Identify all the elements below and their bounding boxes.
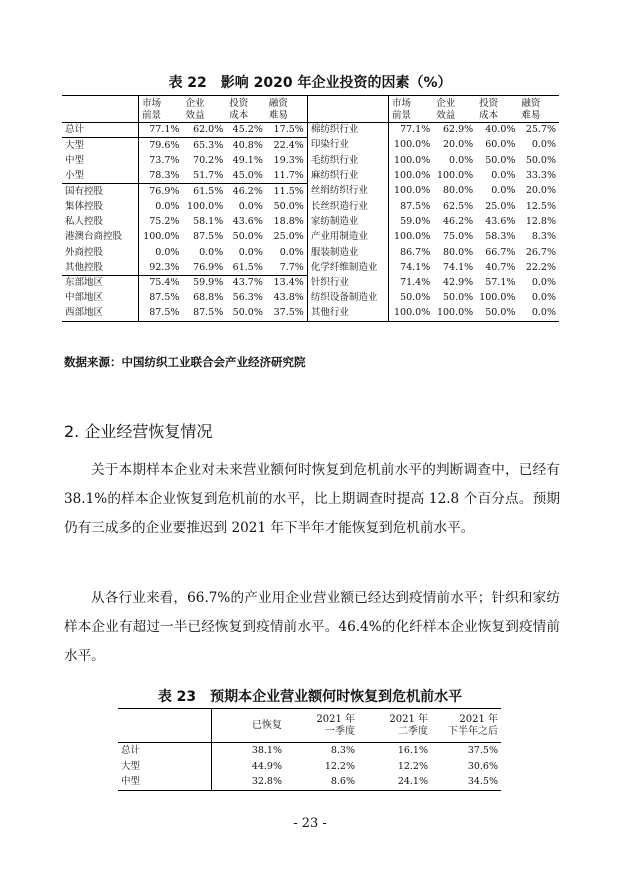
table22-cell: 22.4% [266,138,307,153]
table22-cell: 70.2% [193,154,224,166]
table22-cell: 87.5% [139,306,183,321]
table22-cell: 25.0% [485,200,516,212]
table22-cell: 7.7% [279,261,304,273]
table22-cell: 43.7% [226,275,266,290]
table23-header-cell [118,709,211,743]
table22-row [62,275,559,290]
table22-cell: 19.3% [273,154,304,166]
table23 [118,708,501,791]
table22-cell: 100.0% [436,307,474,319]
table22-cell: 0.0% [199,246,224,258]
table23-cell: 38.1% [211,743,285,759]
table22-cell: 50.0% [442,292,474,304]
table22-cell: 100.0% [388,138,433,153]
table22-row-label: 纺织设备制造业 [307,291,388,306]
table22-row [62,245,559,260]
table22-cell: 0.0% [238,200,263,212]
table23-row-label: 大型 [121,760,141,772]
table22-cell: 61.5% [232,261,263,273]
table22-header-cell: 企业 效益 [436,98,456,121]
table22-header-cell [307,96,388,123]
paragraph-1: 关于本期样本企业对未来营业额何时恢复到危机前水平的判断调查中，已经有 38.1%的样本企业恢复到危机前的水平，比上期调查时提高 12.8 个百分点。预期仍有三成多的企业要推迟到 2021 年下半年才能恢复到危机前水平。 [64,462,560,536]
table22-cell: 22.2% [525,261,556,273]
table22-cell: 0.0% [491,185,516,197]
table23-header-cell: 2021 年 二季度 [389,713,428,737]
table22-row-label: 麻纺织行业 [307,168,388,183]
table22-caption: 表 22 影响 2020 年企业投资的因素（%） [168,75,452,91]
table23-header-cell: 2021 年 下半年之后 [448,713,498,737]
table23-caption: 表 23 预期本企业营业额何时恢复到危机前水平 [157,689,463,705]
table22-cell: 75.4% [139,275,183,290]
table22-row-label: 针织行业 [307,275,388,290]
table22-row [62,184,559,199]
table22-header-cell: 融资 难易 [268,98,288,121]
table23-cell: 37.5% [467,744,498,756]
table22-row [62,168,559,183]
table22-cell: 13.4% [266,275,307,290]
table22-cell: 76.9% [139,184,183,199]
section-title: 2. 企业经营恢复情况 [64,422,213,441]
table22-cell: 50.0% [525,154,556,166]
table22-row-label: 长丝织造行业 [307,199,388,214]
table22-cell: 73.7% [139,153,183,168]
table22-cell: 43.6% [232,215,263,227]
table22-cell: 80.0% [442,246,474,258]
table22-cell: 43.8% [273,292,304,304]
table22-cell: 50.0% [232,307,263,319]
table22-source: 数据来源：中国纺织工业联合会产业经济研究院 [64,355,306,369]
table22-cell: 0.0% [139,245,183,260]
table22-cell: 78.3% [139,168,183,183]
table22-cell: 100.0% [388,184,433,199]
table22-cell: 12.5% [525,200,556,212]
table22-cell: 100.0% [187,200,224,212]
table22-cell: 62.0% [193,124,224,136]
table22-cell: 50.0% [485,154,516,166]
table22-cell: 74.1% [388,260,433,275]
table23-cell: 12.2% [324,760,355,772]
table22-cell: 75.0% [442,231,474,243]
table22-row-label: 港澳台商控股 [65,231,123,243]
table22-row-label: 毛纺织行业 [307,153,388,168]
table22-cell: 26.7% [525,246,556,258]
table23-cell: 24.1% [397,776,428,788]
table23-cell: 34.5% [467,776,498,788]
table22-cell: 92.3% [139,260,183,275]
table23-header-row [118,709,501,743]
table22-cell: 100.0% [388,153,433,168]
table22-row-label: 丝绢纺织行业 [307,184,388,199]
table22-cell: 74.1% [442,261,474,273]
table22-cell: 18.8% [273,215,304,227]
table23-row [118,775,501,791]
table22-cell: 68.8% [193,292,224,304]
table22-row-label: 化学纤维制造业 [307,260,388,275]
table22-cell: 0.0% [139,199,183,214]
table22-row [62,199,559,214]
table22-cell: 87.5% [388,199,433,214]
table22-row-label: 棉纺织行业 [307,123,388,138]
page-number: - 23 - [293,816,327,831]
table22-cell: 17.5% [273,124,304,136]
table22-row [62,291,559,306]
table22-cell: 0.0% [449,154,474,166]
table22-cell: 0.0% [279,246,304,258]
table22-cell: 75.2% [139,214,183,229]
table22-cell: 60.0% [485,139,516,151]
table22-row-label: 产业用制造业 [307,230,388,245]
table22-cell: 56.3% [232,292,263,304]
table22-cell: 40.7% [485,261,516,273]
table22-row-label: 印染行业 [307,138,388,153]
table23-cell: 30.6% [467,760,498,772]
table22-cell: 0.0% [531,277,556,289]
table22-cell: 8.3% [531,231,556,243]
table22-cell: 0.0% [491,170,516,182]
table22-cell: 51.7% [193,169,224,181]
table23-cell: 8.6% [330,776,355,788]
table23-cell: 32.8% [211,775,285,791]
table22-cell: 40.0% [485,124,516,136]
table22-row-label: 国有控股 [62,184,139,199]
table22-cell: 100.0% [479,292,516,304]
table22-cell: 20.0% [525,185,556,197]
table22-header-cell: 融资 难易 [521,98,541,121]
table22-row [62,260,559,275]
table22-cell: 0.0% [531,292,556,304]
table22-cell: 59.9% [182,275,226,290]
paragraph-2: 从各行业来看，66.7%的产业用企业营业额已经达到疫情前水平；针织和家纺样本企业有超过一半已经恢复到疫情前水平。46.4%的化纤样本企业恢复到疫情前水平。 [64,590,560,664]
table22-cell: 62.5% [442,200,474,212]
table22-cell: 12.8% [525,215,556,227]
table22-cell: 46.2% [226,184,266,199]
table22-cell: 50.0% [485,307,516,319]
table22-cell: 0.0% [531,307,556,319]
table22-cell: 100.0% [388,230,433,245]
table23-row [118,743,501,759]
table22-cell: 50.0% [232,231,263,243]
table23-row-label: 总计 [121,744,141,756]
table22-header-cell: 投资 成本 [229,98,249,121]
table22-cell: 58.3% [485,231,516,243]
table22-cell: 86.7% [388,245,433,260]
table22-cell: 11.5% [266,184,307,199]
table22-row-label: 中部地区 [65,292,104,304]
table23-cell: 44.9% [211,759,285,775]
table22-row [62,214,559,229]
table22-row-label: 服装制造业 [307,245,388,260]
table22-row [62,123,559,138]
table22-cell: 45.2% [232,124,263,136]
table22-header-row [62,96,559,123]
table22-cell: 100.0% [139,230,183,245]
table23-cell: 8.3% [330,744,355,756]
table22-header-cell [62,96,139,123]
table23-header-cell: 已恢复 [211,709,285,743]
table22-cell: 25.7% [525,124,556,136]
table22-cell: 58.1% [193,215,224,227]
table22-header-cell: 企业 效益 [185,98,205,121]
table22-cell: 66.7% [485,246,516,258]
table22-cell: 33.3% [525,170,556,182]
table22-cell: 43.6% [485,215,516,227]
table22-cell: 11.7% [273,169,304,181]
table22-row-label: 其他行业 [307,306,388,321]
table22-row [62,138,559,153]
table22-cell: 50.0% [273,200,304,212]
table22-cell: 100.0% [436,170,474,182]
table22-cell: 71.4% [388,275,433,290]
table22-header-cell: 市场 前景 [139,96,183,123]
table22 [62,95,559,322]
table22-cell: 49.1% [232,154,263,166]
table22-row [62,306,559,321]
table22-cell: 25.0% [273,231,304,243]
table22-row-label: 中型 [65,154,85,166]
table22-cell: 0.0% [531,139,556,151]
table22-row-label: 西部地区 [65,307,104,319]
table22-cell: 79.6% [139,138,183,153]
table22-row [62,230,559,245]
table22-row-label: 外商控股 [65,246,104,258]
table22-cell: 87.5% [193,231,224,243]
table22-cell: 37.5% [273,307,304,319]
table22-cell: 0.0% [238,246,263,258]
table22-row-label: 小型 [65,169,85,181]
table22-cell: 77.1% [139,123,183,138]
table23-header-cell: 2021 年 一季度 [316,713,355,737]
table23-cell: 16.1% [397,744,428,756]
table22-row-label: 大型 [62,138,139,153]
table22-cell: 42.9% [442,277,474,289]
table23-row [118,759,501,775]
table22-cell: 59.0% [388,214,433,229]
table22-row [62,153,559,168]
table22-cell: 87.5% [193,307,224,319]
table22-header-cell: 投资 成本 [479,98,499,121]
table22-row-label: 私人控股 [65,215,104,227]
table22-cell: 65.3% [182,138,226,153]
table22-cell: 100.0% [388,168,433,183]
table22-cell: 77.1% [388,123,433,138]
table23-cell: 12.2% [397,760,428,772]
table22-cell: 80.0% [442,185,474,197]
table22-cell: 87.5% [139,291,183,306]
table22-cell: 61.5% [182,184,226,199]
table22-row-label: 家纺制造业 [307,214,388,229]
table22-row-label: 东部地区 [62,275,139,290]
table22-cell: 50.0% [388,291,433,306]
table22-cell: 57.1% [485,277,516,289]
table23-row-label: 中型 [121,776,141,788]
table22-cell: 45.0% [232,169,263,181]
table22-header-cell: 市场 前景 [388,96,433,123]
table22-row-label: 其他控股 [65,261,104,273]
table22-cell: 76.9% [193,261,224,273]
table22-row-label: 总计 [65,124,85,136]
table22-row-label: 集体控股 [65,200,104,212]
table22-cell: 100.0% [388,306,433,321]
table22-cell: 20.0% [442,139,474,151]
table22-cell: 40.8% [226,138,266,153]
table22-cell: 46.2% [442,215,474,227]
table22-cell: 62.9% [442,124,474,136]
